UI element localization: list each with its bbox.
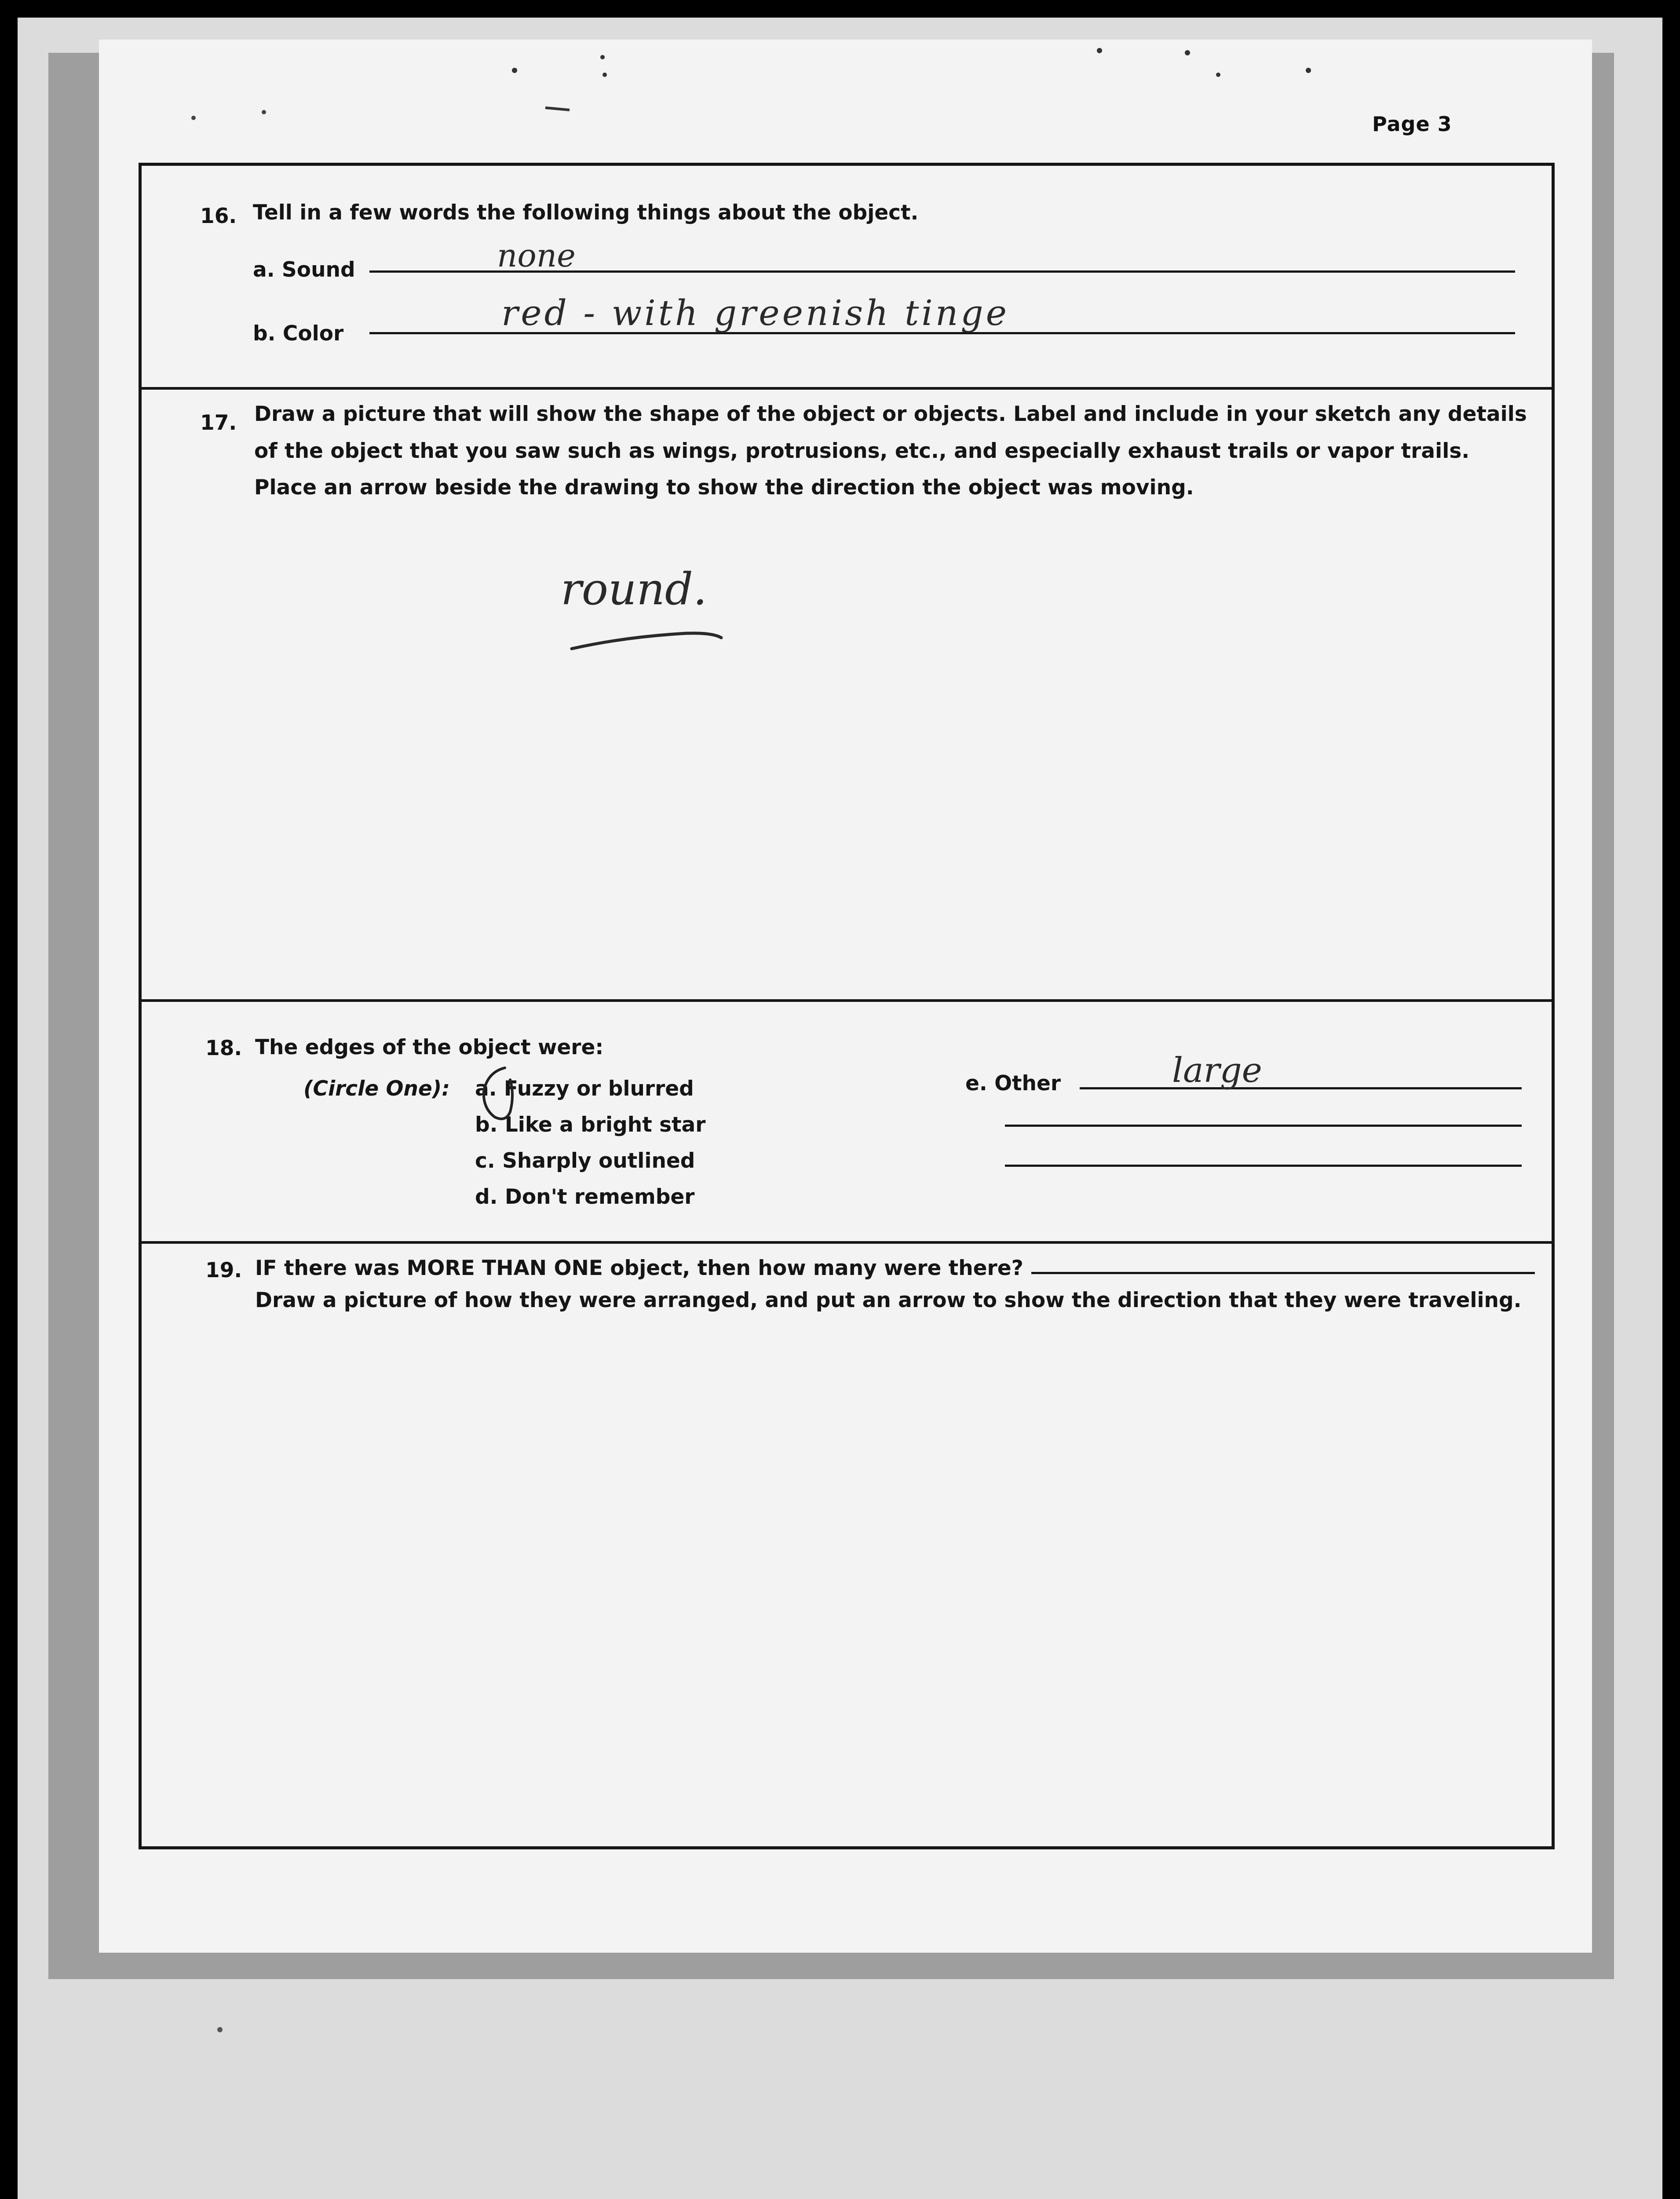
edge-option-a: a. Fuzzy or blurred	[475, 1077, 694, 1101]
edge-option-d: d. Don't remember	[475, 1185, 695, 1209]
question-17-prompt-line1: Draw a picture that will show the shape of the object or objects. Label and include in your sketch any details	[254, 402, 1527, 426]
other-answer: large	[1172, 1051, 1262, 1090]
question-17-prompt-line2: of the object that you saw such as wings, protrusions, etc., and especially exhaust trails or vapor trails.	[254, 439, 1470, 463]
other-extra-line-1	[1005, 1125, 1522, 1127]
color-label: b. Color	[253, 321, 344, 346]
question-18-prompt: The edges of the object were:	[255, 1035, 604, 1059]
sound-label: a. Sound	[253, 258, 355, 282]
section-divider-16-17	[139, 387, 1555, 390]
other-label: e. Other	[965, 1071, 1061, 1096]
color-answer: red - with greenish tinge	[501, 292, 1009, 333]
other-extra-line-2	[1005, 1165, 1522, 1167]
question-17-number: 17.	[200, 411, 237, 435]
question-19-prompt-line2: Draw a picture of how they were arranged, and put an arrow to show the direction that they were traveling.	[255, 1288, 1522, 1312]
question-17-prompt-line3: Place an arrow beside the drawing to show the direction the object was moving.	[254, 475, 1194, 500]
sketch-answer: round.	[561, 563, 707, 615]
circle-one-instruction: (Circle One):	[303, 1077, 450, 1101]
question-19-prompt-line1: IF there was MORE THAN ONE object, then how many were there?	[255, 1256, 1023, 1280]
object-count-line	[1031, 1272, 1535, 1274]
question-16-number: 16.	[200, 204, 237, 228]
question-16-prompt: Tell in a few words the following things about the object.	[253, 201, 919, 225]
edge-option-b: b. Like a bright star	[475, 1113, 706, 1137]
page-number: Page 3	[1372, 112, 1452, 136]
sound-answer: none	[497, 237, 576, 274]
question-19-number: 19.	[205, 1258, 242, 1282]
question-18-number: 18.	[205, 1036, 242, 1060]
other-answer-line	[1080, 1087, 1522, 1089]
section-divider-18-19	[139, 1241, 1555, 1244]
section-divider-17-18	[139, 999, 1555, 1002]
edge-option-c: c. Sharply outlined	[475, 1149, 695, 1173]
